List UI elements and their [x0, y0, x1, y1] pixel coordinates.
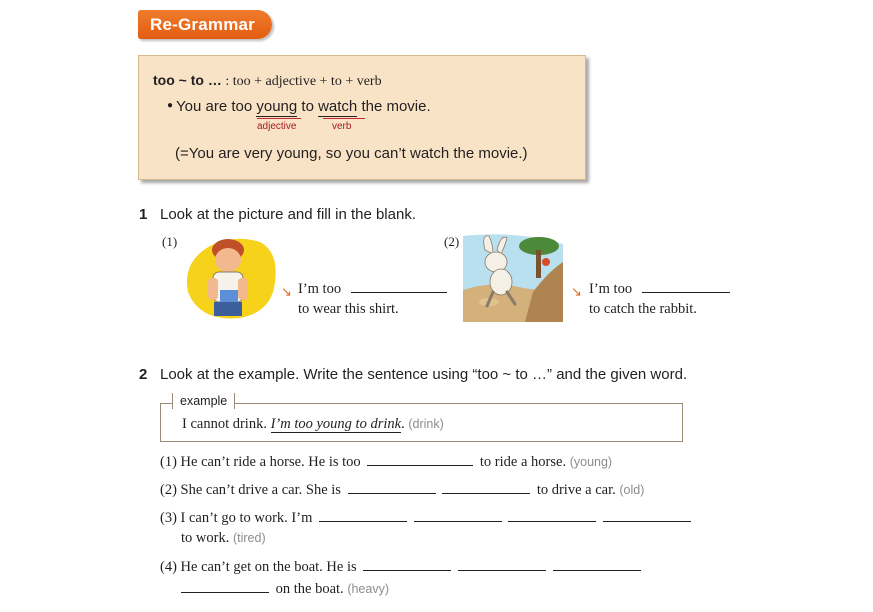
sentence-start: I’m too — [589, 281, 633, 297]
question-1-instruction: Look at the picture and fill in the blank. — [160, 206, 416, 223]
example-text: the movie. — [357, 98, 431, 115]
example-hint: (drink) — [408, 417, 444, 431]
example-label: example — [172, 393, 235, 409]
exercise-item-1 — [160, 452, 612, 471]
item-ending: to ride a horse. — [479, 454, 567, 470]
answer-blank[interactable] — [458, 557, 546, 571]
man-tight-shirt-illustration — [180, 232, 280, 322]
question-2-instruction: Look at the example. Write the sentence using “too ~ to …” and the given word. — [160, 366, 688, 383]
answer-blank[interactable] — [508, 508, 596, 522]
exercise-item-4 — [160, 557, 641, 576]
answer-blank[interactable] — [351, 279, 447, 293]
item-hint: (young) — [569, 455, 613, 469]
item-2-line-1 — [589, 279, 730, 298]
exercise-item-3 — [160, 508, 691, 527]
item-ending: to work. — [181, 530, 230, 546]
arrow-icon: ↘ — [281, 285, 292, 300]
item-ending: on the boat. — [275, 581, 344, 597]
adjective-marker-line — [257, 118, 301, 119]
grammar-formula: : too + adjective + to + verb — [221, 74, 382, 89]
answer-blank[interactable] — [363, 557, 451, 571]
answer-blank[interactable] — [642, 279, 730, 293]
answer-blank[interactable] — [603, 508, 691, 522]
answer-blank[interactable] — [442, 480, 530, 494]
example-text: to — [297, 98, 319, 115]
item-1-line-2: to wear this shirt. — [298, 301, 399, 317]
item-prompt: (3) I can’t go to work. I’m — [160, 510, 313, 526]
answer-blank[interactable] — [367, 452, 473, 466]
grammar-paraphrase: (=You are very young, so you can’t watch the movie.) — [175, 145, 528, 162]
grammar-example — [176, 98, 431, 115]
section-tab: Re-Grammar — [138, 10, 272, 39]
answer-blank[interactable] — [553, 557, 641, 571]
item-number: (2) — [444, 234, 460, 249]
exercise-item-4-cont — [181, 579, 389, 598]
exercise-item-3-cont — [181, 530, 266, 547]
grammar-rule — [153, 72, 382, 90]
example-prompt: I cannot drink. — [182, 416, 271, 432]
item-prompt: (1) He can’t ride a horse. He is too — [160, 454, 361, 470]
example-adjective: young — [256, 98, 298, 115]
item-2-line-2: to catch the rabbit. — [589, 301, 697, 317]
item-1-line-1 — [298, 279, 447, 298]
example-answer: I’m too young to drink — [270, 416, 402, 432]
rabbit-illustration — [463, 232, 563, 322]
answer-blank[interactable] — [414, 508, 502, 522]
item-hint: (heavy) — [347, 582, 389, 596]
example-period: . — [401, 416, 405, 432]
item-number: (1) — [162, 234, 178, 249]
item-hint: (old) — [619, 483, 645, 497]
example-verb: watch — [318, 98, 358, 115]
example-sentence — [182, 416, 444, 433]
exercise-item-2 — [160, 480, 644, 499]
sentence-start: I’m too — [298, 281, 342, 297]
bullet-icon: ● — [167, 100, 174, 111]
answer-blank[interactable] — [181, 579, 269, 593]
item-hint: (tired) — [232, 531, 266, 545]
answer-blank[interactable] — [348, 480, 436, 494]
verb-marker-line — [323, 118, 365, 119]
answer-blank[interactable] — [319, 508, 407, 522]
question-number-2: 2 — [139, 366, 148, 383]
item-prompt: (2) She can’t drive a car. She is — [160, 482, 341, 498]
example-text: You are too — [176, 98, 257, 115]
item-ending: to drive a car. — [536, 482, 616, 498]
grammar-pattern: too ~ to … — [153, 72, 222, 88]
question-number-1: 1 — [139, 206, 148, 223]
item-prompt: (4) He can’t get on the boat. He is — [160, 559, 357, 575]
verb-label: verb — [332, 121, 352, 132]
grammar-box — [138, 55, 586, 180]
adjective-label: adjective — [257, 121, 297, 132]
arrow-icon: ↘ — [571, 285, 582, 300]
